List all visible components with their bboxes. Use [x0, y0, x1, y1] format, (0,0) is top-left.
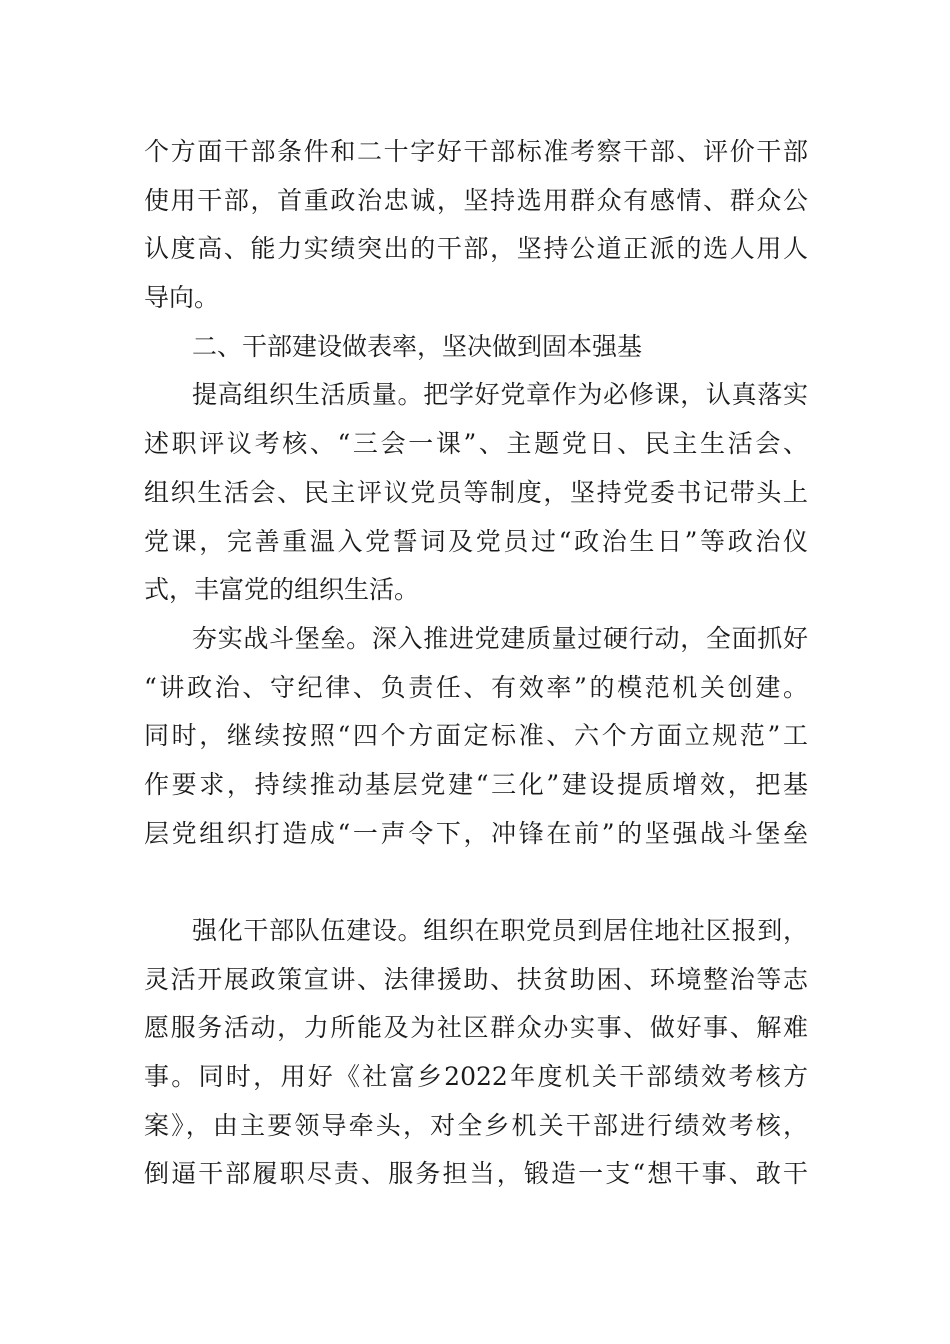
text-line: 倒逼干部履职尽责、服务担当，锻造一支“想干事、敢干	[144, 1159, 808, 1189]
text-line: 个方面干部条件和二十字好干部标准考察干部、评价干部	[144, 137, 808, 166]
text-line: 强化干部队伍建设。组织在职党员到居住地社区报到，	[192, 916, 808, 945]
paragraph-cadre-standards	[144, 128, 808, 323]
text-line: 组织生活会、民主评议党员等制度，坚持党委书记带头上	[144, 477, 808, 507]
paragraph-cadre-team	[144, 907, 808, 1199]
text-line: 层党组织打造成“一声令下，冲锋在前”的坚强战斗堡垒	[144, 818, 808, 848]
text-line: 使用干部，首重政治忠诚，坚持选用群众有感情、群众公	[144, 185, 808, 215]
text-line: 导向。	[144, 283, 220, 313]
text-line: 党课，完善重温入党誓词及党员过“政治生日”等政治仪	[144, 526, 808, 556]
text-line: 同时，继续按照“四个方面定标准、六个方面立规范”工	[144, 721, 808, 751]
paragraph-fighting-fortress	[144, 615, 808, 858]
paragraph-gap	[144, 858, 808, 907]
section-heading: 二、干部建设做表率，坚决做到固本强基	[192, 331, 643, 361]
text-line: 述职评议考核、“三会一课”、主题党日、民主生活会、	[144, 429, 808, 459]
document-body	[144, 128, 808, 1199]
text-line: 事。同时，用好《社富乡2022年度机关干部绩效考核方	[144, 1062, 808, 1092]
text-line: 提高组织生活质量。把学好党章作为必修课，认真落实	[192, 380, 808, 410]
text-line: 灵活开展政策宣讲、法律援助、扶贫助困、环境整治等志	[144, 964, 808, 994]
text-line: 认度高、能力实绩突出的干部，坚持公道正派的选人用人	[144, 234, 808, 264]
text-line: 作要求，持续推动基层党建“三化”建设提质增效，把基	[144, 769, 808, 799]
text-line: 愿服务活动，力所能及为社区群众办实事、做好事、解难	[144, 1013, 808, 1043]
text-line: “讲政治、守纪律、负责任、有效率”的模范机关创建。	[144, 672, 808, 702]
text-line: 案》，由主要领导牵头，对全乡机关干部进行绩效考核，	[144, 1110, 808, 1140]
text-line: 夯实战斗堡垒。深入推进党建质量过硬行动，全面抓好	[192, 623, 808, 653]
paragraph-organization-life	[144, 371, 808, 614]
text-line: 式，丰富党的组织生活。	[144, 575, 420, 605]
